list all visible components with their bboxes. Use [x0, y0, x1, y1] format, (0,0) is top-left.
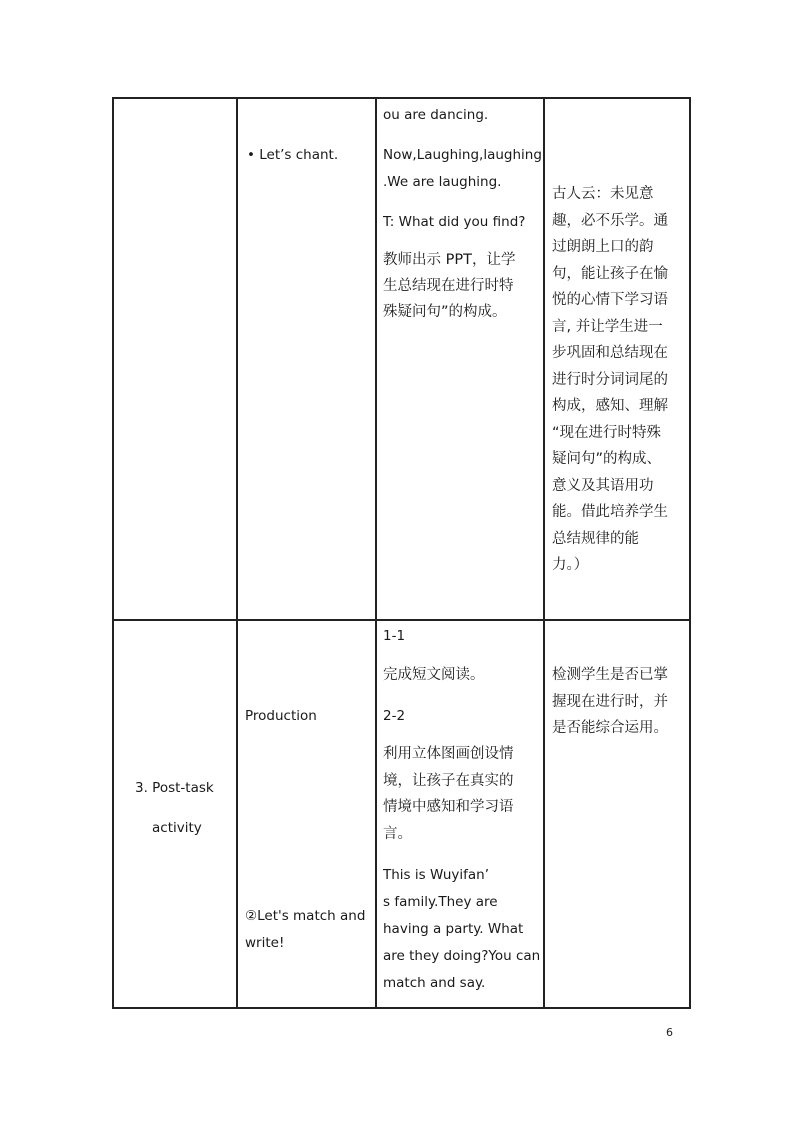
purpose-line: 古人云：未见意: [552, 186, 654, 202]
purpose-line: 是否能综合运用。: [552, 720, 668, 736]
table-row: [113, 620, 690, 1008]
step-text: 完成短文阅读。: [383, 667, 485, 683]
step-number: 2-2: [383, 708, 406, 724]
teacher-instruction-line: 教师出示 PPT，让学: [383, 252, 516, 268]
english-prompt-line: match and say.: [383, 975, 486, 991]
step-number: 1-1: [383, 628, 406, 644]
english-prompt-line: This is Wuyifan’: [383, 867, 489, 883]
page-number: 6: [666, 1026, 673, 1039]
activity-item: ②Let's match and: [245, 908, 366, 924]
english-prompt-line: are they doing?You can: [383, 948, 541, 964]
activity-cell: [237, 620, 376, 1008]
purpose-line: 检测学生是否已掌: [552, 667, 668, 683]
purpose-line: 趣，必不乐学。通: [552, 213, 668, 229]
purpose-line: 能。借此培养学生: [552, 504, 668, 520]
chant-line: ou are dancing.: [383, 107, 489, 123]
chant-line: .We are laughing.: [383, 174, 502, 190]
activity-item: write!: [245, 935, 285, 951]
purpose-line: 过朗朗上口的韵: [552, 239, 654, 255]
chant-line: Now,Laughing,laughing: [383, 147, 542, 163]
step-text: 境，让孩子在真实的: [383, 773, 514, 789]
purpose-line: 进行时分词词尾的: [552, 372, 668, 388]
activity-cell: [237, 98, 376, 620]
activity-item: Production: [245, 708, 317, 724]
stage-title: 3. Post-task: [135, 780, 214, 796]
english-prompt-line: s family.They are: [383, 894, 498, 910]
teacher-question: T: What did you find?: [383, 214, 526, 230]
stage-title: activity: [152, 820, 202, 836]
purpose-line: 意义及其语用功: [552, 478, 654, 494]
purpose-line: 力。）: [552, 557, 589, 573]
teacher-instruction-line: 生总结现在进行时特: [383, 278, 514, 294]
purpose-line: 句，能让孩子在愉: [552, 266, 668, 282]
purpose-line: 步巩固和总结现在: [552, 345, 668, 361]
purpose-line: “现在进行时特殊: [552, 425, 662, 441]
step-text: 情境中感知和学习语: [383, 799, 514, 815]
purpose-line: 总结规律的能: [552, 531, 639, 547]
lesson-plan-table: [112, 97, 691, 1009]
step-text: 言。: [383, 826, 412, 842]
purpose-cell: [544, 620, 690, 1008]
table-row: [113, 98, 690, 620]
english-prompt-line: having a party. What: [383, 921, 524, 937]
step-text: 利用立体图画创设情: [383, 746, 514, 762]
purpose-cell: [544, 98, 690, 620]
procedure-cell: [376, 98, 544, 620]
purpose-line: 言, 并让学生进一: [552, 319, 663, 335]
purpose-line: 握现在进行时，并: [552, 694, 668, 710]
purpose-line: 构成，感知、理解: [552, 398, 668, 414]
procedure-cell: [376, 620, 544, 1008]
purpose-line: 疑问句”的构成、: [552, 451, 662, 467]
purpose-line: 悦的心情下学习语: [552, 292, 668, 308]
activity-item: • Let’s chant.: [247, 147, 339, 163]
stage-cell: [113, 620, 237, 1008]
teacher-instruction-line: 殊疑问句”的构成。: [383, 304, 507, 320]
stage-cell: [113, 98, 237, 620]
